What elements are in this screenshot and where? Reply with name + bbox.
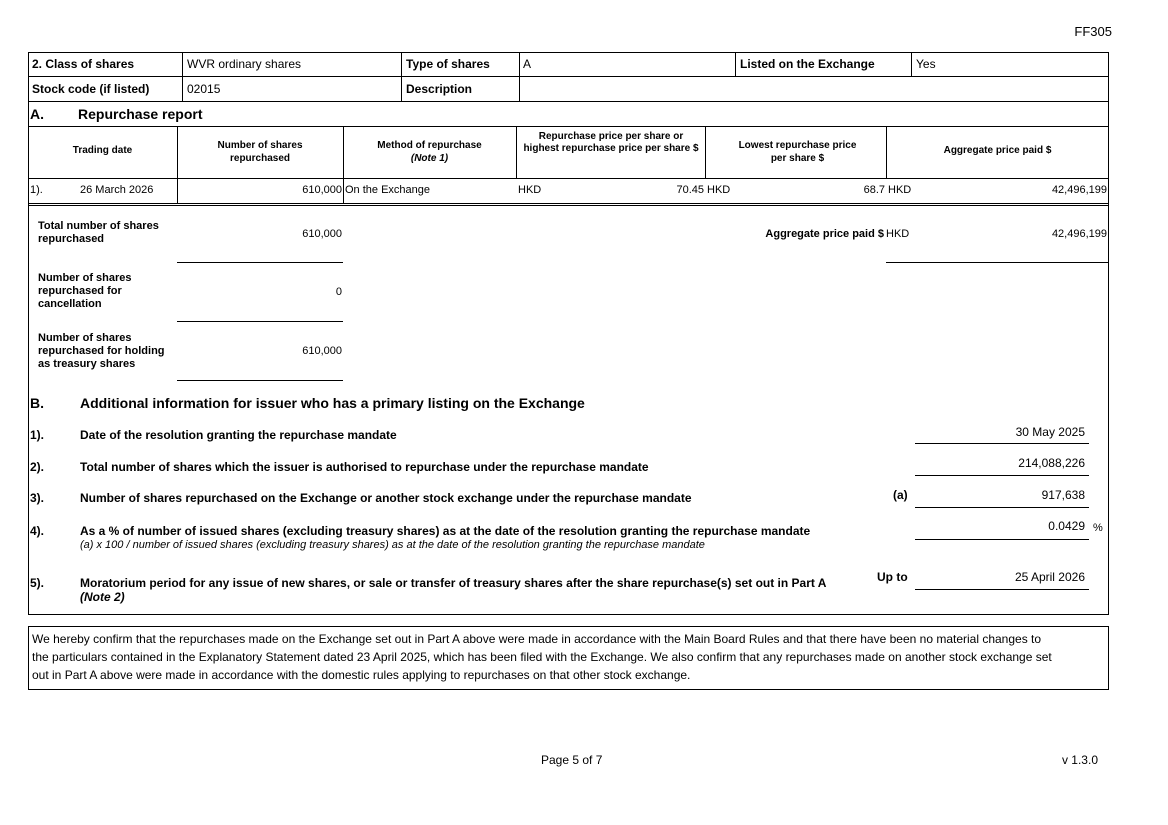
row-lowest-currency: HKD [707, 184, 731, 196]
type-of-shares-label: Type of shares [406, 57, 490, 71]
confirmation-line-2: the particulars contained in the Explanatory Statement dated 23 April 2025, which has been filed with the Exchange. We also confirm that any repurchases made on another stock exchange set [32, 650, 1052, 664]
section-a-letter: A. [30, 106, 44, 122]
col-method-note: (Note 1) [410, 153, 449, 164]
row-index: 1). [30, 184, 43, 196]
stock-code-value: 02015 [187, 82, 221, 96]
b-item-5-value: 25 April 2026 [1014, 570, 1085, 584]
treasury-label: Number of shares repurchased for holding as treasury shares [38, 332, 165, 370]
b-item-1-text: Date of the resolution granting the repurchase mandate [80, 428, 397, 442]
treasury-value: 610,000 [302, 345, 342, 357]
total-aggregate-currency: HKD [886, 228, 910, 240]
b-item-4-subtext: (a) x 100 / number of issued shares (excluding treasury shares) as at the date of the resolution granting the repurchase mandate [80, 539, 705, 551]
b-item-5-index: 5). [30, 576, 45, 590]
b-item-5-text: Moratorium period for any issue of new shares, or sale or transfer of treasury shares after the share repurchase(s) set out in Part A [80, 576, 827, 590]
total-shares-value: 610,000 [302, 228, 342, 240]
row-method: On the Exchange [345, 184, 431, 196]
listed-on-exchange-label: Listed on the Exchange [740, 57, 875, 71]
row-trading-date: 26 March 2026 [80, 184, 154, 196]
section-a-title: Repurchase report [78, 106, 203, 122]
total-aggregate-label: Aggregate price paid $ [765, 228, 884, 240]
col-number-of-shares: Number of shares repurchased [217, 140, 303, 164]
col-repurchase-price: Repurchase price per share or highest repurchase price per share $ [523, 131, 699, 154]
col-lowest-price: Lowest repurchase price per share $ [738, 140, 857, 164]
stock-code-label: Stock code (if listed) [32, 82, 150, 96]
b-item-1-value: 30 May 2025 [1015, 425, 1085, 439]
row-aggregate: 42,496,199 [1051, 184, 1107, 196]
confirmation-line-3: out in Part A above were made in accordance with the domestic rules applying to repurchases on that other stock exchange. [32, 668, 691, 682]
row-price-currency: HKD [518, 184, 542, 196]
row-lowest: 68.7 [863, 184, 885, 196]
col-method-label: Method of repurchase [377, 140, 482, 151]
b-item-5-tag: Up to [877, 570, 908, 584]
b-item-4-value: 0.0429 [1048, 519, 1085, 533]
b-item-3-text: Number of shares repurchased on the Exchange or another stock exchange under the repurchase mandate [80, 491, 692, 505]
version: v 1.3.0 [1061, 753, 1098, 767]
listed-on-exchange-value: Yes [916, 57, 936, 71]
type-of-shares-value: A [523, 57, 532, 71]
row-aggregate-currency: HKD [888, 184, 912, 196]
col-method [343, 139, 516, 165]
b-item-1-index: 1). [30, 428, 45, 442]
row-shares: 610,000 [302, 184, 342, 196]
confirmation-text [32, 630, 1052, 684]
b-item-3-index: 3). [30, 491, 45, 505]
b-item-4-unit: % [1093, 522, 1103, 534]
col-aggregate-price: Aggregate price paid $ [943, 145, 1052, 156]
description-label: Description [406, 82, 473, 96]
cancellation-value: 0 [335, 286, 342, 298]
b-item-4-text: As a % of number of issued shares (excluding treasury shares) as at the date of the resolution granting the repurchase mandate [80, 524, 811, 538]
class-of-shares-value: WVR ordinary shares [187, 57, 302, 71]
form-code: FF305 [1074, 24, 1112, 39]
b-item-2-text: Total number of shares which the issuer is authorised to repurchase under the repurchase mandate [80, 460, 649, 474]
total-aggregate-value: 42,496,199 [1051, 228, 1107, 240]
b-item-2-index: 2). [30, 460, 45, 474]
b-item-3-value: 917,638 [1041, 488, 1085, 502]
section-b-title: Additional information for issuer who has a primary listing on the Exchange [80, 395, 585, 411]
b-item-4-index: 4). [30, 524, 45, 538]
b-item-5-note: (Note 2) [80, 590, 125, 604]
row-price: 70.45 [676, 184, 704, 196]
section-b-letter: B. [30, 395, 44, 411]
col-trading-date: Trading date [72, 145, 133, 156]
b-item-3-tag: (a) [893, 488, 908, 502]
total-shares-label: Total number of shares repurchased [38, 220, 159, 245]
class-of-shares-label: 2. Class of shares [32, 57, 135, 71]
page-number: Page 5 of 7 [541, 753, 603, 767]
cancellation-label: Number of shares repurchased for cancellation [38, 272, 132, 310]
confirmation-line-1: We hereby confirm that the repurchases made on the Exchange set out in Part A above were made in accordance with the Main Board Rules and that there have been no material changes to [32, 632, 1042, 646]
b-item-2-value: 214,088,226 [1018, 456, 1085, 470]
